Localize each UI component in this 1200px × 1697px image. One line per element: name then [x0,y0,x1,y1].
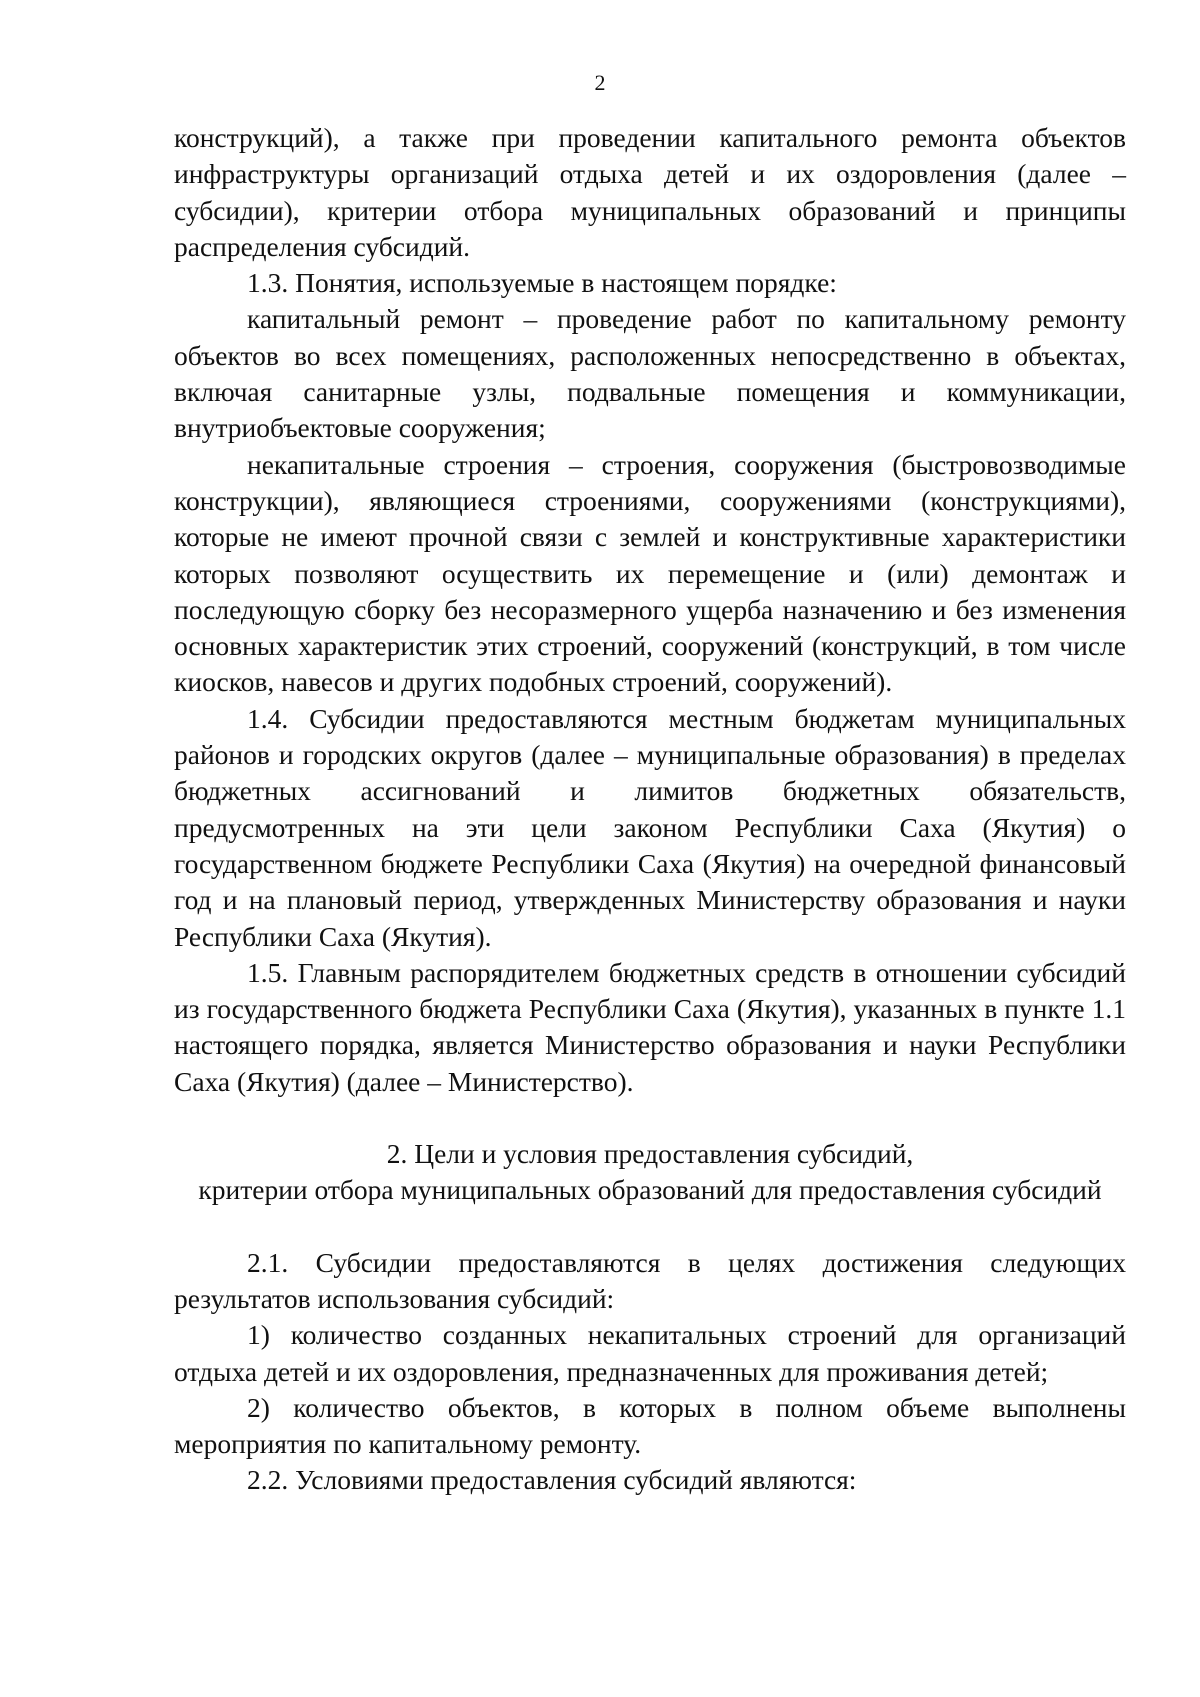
paragraph-2-1-item-2: 2) количество объектов, в которых в полном объеме выполнены мероприятия по капитальному ремонту. [174,1391,1126,1460]
paragraph-1-4: 1.4. Субсидии предоставляются местным бюджетам муниципальных районов и городских округов (далее – муниципальные образования) в пределах бюджетных ассигнований и лимитов бюджетных обязательств, предусмотренных на эти цели законом Республики Саха (Якутия) о государственном бюджете Республики Саха (Якутия) на очередной финансовый год и на плановый период, утвержденных Министерству образования и науки Республики Саха (Якутия). [174,702,1126,952]
paragraph-continuation: конструкций), а также при проведении капитального ремонта объектов инфраструктуры организаций отдыха детей и их оздоровления (далее – субсидии), критерии отбора муниципальных образований и принципы распределения субсидий. [174,122,1126,262]
paragraph-2-2: 2.2. Условиями предоставления субсидий являются: [247,1464,857,1496]
paragraph-1-3: 1.3. Понятия, используемые в настоящем порядке: [247,267,837,299]
paragraph-1-5: 1.5. Главным распорядителем бюджетных средств в отношении субсидий из государственного бюджета Республики Саха (Якутия), указанных в пункте 1.1 настоящего порядка, является Министерство образования и науки Республики Саха (Якутия) (далее – Министерство). [174,956,1126,1097]
section-2-heading [174,1136,1126,1209]
paragraph-capital-repair-definition: капитальный ремонт – проведение работ по капитальному ремонту объектов во всех помещениях, расположенных непосредственно в объектах, включая санитарные узлы, подвальные помещения и коммуникации, внутриобъектовые сооружения; [174,303,1126,444]
document-body [174,120,1126,1499]
section-2-heading-line-2: критерии отбора муниципальных образований для предоставления субсидий [198,1174,1102,1206]
paragraph-noncapital-definition: некапитальные строения – строения, сооружения (быстровозводимые конструкции), являющиеся строениями, сооружениями (конструкциями), которые не имеют прочной связи с землей и конструктивные характеристики которых позволяют осуществить их перемещение и (или) демонтаж и последующую сборку без несоразмерного ущерба назначению и без изменения основных характеристик этих строений, сооружений (конструкций, в том числе киосков, навесов и других подобных строений, сооружений). [174,448,1126,698]
page-number: 2 [594,70,606,95]
section-2-heading-line-1: 2. Цели и условия предоставления субсидий, [386,1138,914,1170]
paragraph-2-1-item-1: 1) количество созданных некапитальных строений для организаций отдыха детей и их оздоровления, предназначенных для проживания детей; [174,1319,1126,1387]
paragraph-2-1: 2.1. Субсидии предоставляются в целях достижения следующих результатов использования субсидий: [174,1246,1126,1314]
